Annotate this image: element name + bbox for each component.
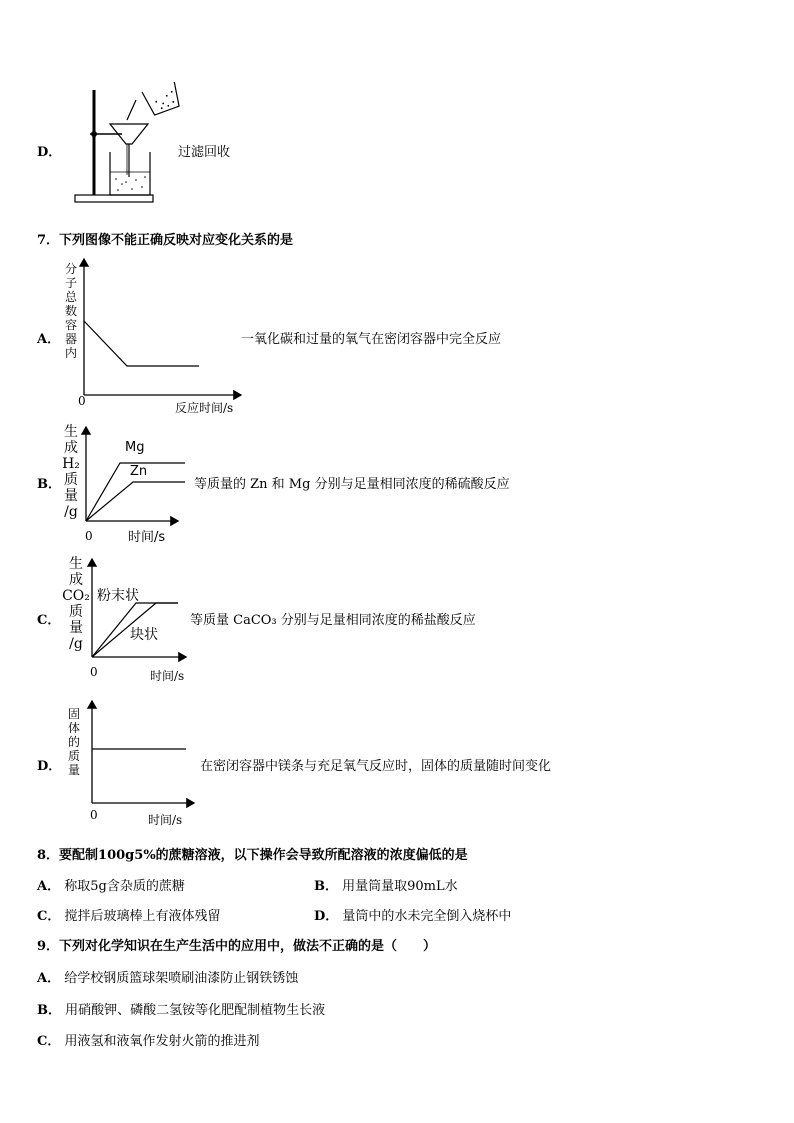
q9-option-a-label: A． bbox=[37, 971, 61, 986]
q9-option-a-text: 给学校钢质篮球架喷刷油漆防止钢铁锈蚀 bbox=[64, 971, 299, 986]
q7-b-ylabel: 生 成 H₂ 质 量 /g bbox=[62, 424, 80, 520]
q9-option-b-text: 用硝酸钾、磷酸二氢铵等化肥配制植物生长液 bbox=[65, 1003, 326, 1018]
q7-b-zn-label: Zn bbox=[130, 464, 148, 479]
q8-option-d-text: 量筒中的水未完全倒入烧杯中 bbox=[342, 909, 512, 924]
q7-b-xlabel: 时间/s bbox=[128, 530, 166, 545]
q9-option-c-label: C． bbox=[37, 1034, 61, 1049]
q8-option-b-text: 用量筒量取90mL水 bbox=[342, 879, 458, 894]
q8-option-b-label: B． bbox=[314, 879, 338, 894]
q7-b-zn-curve bbox=[86, 482, 185, 521]
q8-option-a-text: 称取5g含杂质的蔗糖 bbox=[64, 879, 185, 894]
q7-b-mg-label: Mg bbox=[125, 440, 145, 455]
q7-c-origin: 0 bbox=[90, 665, 98, 679]
q7-option-d-label[interactable]: D． bbox=[37, 759, 62, 774]
q7-d-ylabel: 固 体 的 质 量 bbox=[67, 707, 80, 777]
q8-option-d[interactable] bbox=[314, 905, 511, 924]
q9-stem: 9．下列对化学知识在生产生活中的应用中，做法不正确的是（ ） bbox=[37, 939, 437, 954]
q9-option-b[interactable] bbox=[37, 999, 325, 1018]
q7-a-xlabel: 反应时间/s bbox=[175, 401, 234, 415]
q8-option-b[interactable] bbox=[314, 875, 458, 894]
q7-a-chart bbox=[78, 255, 248, 400]
q7-c-xlabel: 时间/s bbox=[150, 669, 185, 683]
q8-stem: 8．要配制100g5%的蔗糖溶液，以下操作会导致所配溶液的浓度偏低的是 bbox=[37, 848, 468, 863]
q7-d-xlabel: 时间/s bbox=[148, 813, 183, 827]
q7-b-desc: 等质量的 Zn 和 Mg 分别与足量相同浓度的稀硫酸反应 bbox=[194, 477, 510, 492]
q8-option-d-label: D． bbox=[314, 909, 339, 924]
q8-option-a-label: A． bbox=[37, 879, 61, 894]
q7-c-ylabel: 生 成 CO₂ 质 量 /g bbox=[62, 556, 90, 652]
q7-stem: 7．下列图像不能正确反映对应变化关系的是 bbox=[37, 233, 294, 248]
q9-option-c[interactable] bbox=[37, 1030, 260, 1049]
q7-c-lump-label: 块状 bbox=[130, 627, 158, 643]
q7-c-chart bbox=[86, 556, 191, 662]
q6-option-d-label[interactable]: D． bbox=[37, 145, 62, 160]
q7-a-origin: 0 bbox=[78, 394, 86, 408]
q7-d-chart bbox=[86, 698, 198, 808]
q7-option-c-label[interactable]: C． bbox=[37, 613, 61, 628]
q8-option-c-label: C． bbox=[37, 909, 61, 924]
q7-a-ylabel: 分 子 总 数 容 器 内 bbox=[64, 262, 77, 360]
q8-option-c-text: 搅拌后玻璃棒上有液体残留 bbox=[64, 909, 221, 924]
q7-c-desc: 等质量 CaCO₃ 分别与足量相同浓度的稀盐酸反应 bbox=[190, 613, 476, 628]
q9-option-b-label: B． bbox=[37, 1003, 61, 1018]
q8-option-a[interactable] bbox=[37, 875, 185, 894]
q7-d-desc: 在密闭容器中镁条与充足氧气反应时，固体的质量随时间变化 bbox=[200, 759, 552, 774]
q7-d-origin: 0 bbox=[90, 808, 98, 822]
q7-a-desc: 一氧化碳和过量的氧气在密闭容器中完全反应 bbox=[241, 332, 502, 347]
q9-option-c-text: 用液氢和液氧作发射火箭的推进剂 bbox=[64, 1034, 260, 1049]
q7-option-a-label[interactable]: A． bbox=[37, 332, 61, 347]
q7-a-curve bbox=[84, 321, 199, 366]
filtration-apparatus-illustration bbox=[70, 82, 180, 207]
q9-option-a[interactable] bbox=[37, 967, 298, 986]
q7-b-origin: 0 bbox=[85, 529, 93, 543]
q7-c-powder-label: 粉末状 bbox=[97, 588, 139, 604]
q8-option-c[interactable] bbox=[37, 905, 221, 924]
q6-option-d-desc: 过滤回收 bbox=[178, 145, 231, 160]
q7-option-b-label[interactable]: B． bbox=[37, 477, 61, 492]
